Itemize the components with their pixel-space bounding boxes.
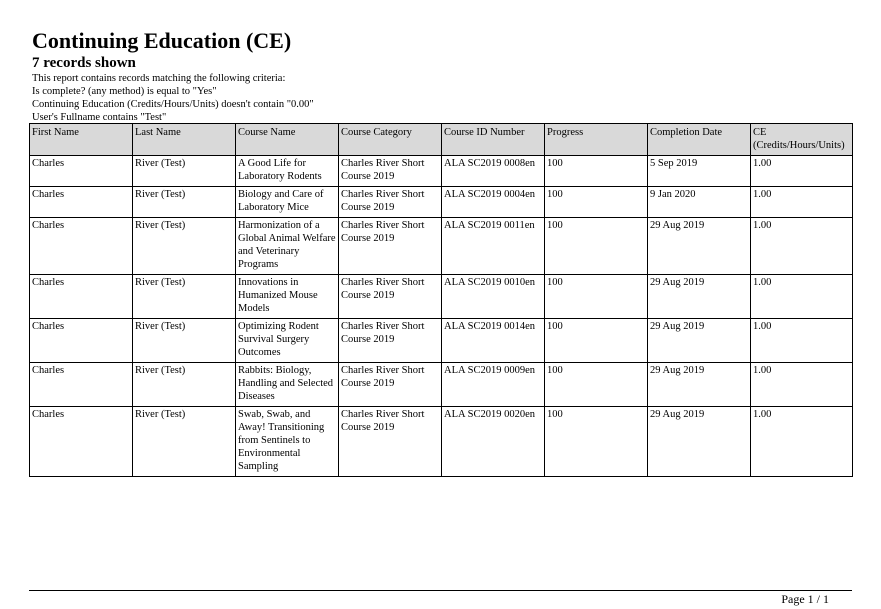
cell-ce: 1.00 <box>751 218 853 275</box>
cell-course-name: Swab, Swab, and Away! Transitioning from Sentinels to Environmental Sampling <box>236 407 339 477</box>
table-row <box>30 187 853 218</box>
cell-course-category: Charles River Short Course 2019 <box>339 218 442 275</box>
cell-course-category: Charles River Short Course 2019 <box>339 407 442 477</box>
column-header-ce[interactable]: CE (Credits/Hours/Units) <box>751 124 853 156</box>
table-row <box>30 319 853 363</box>
report-title: Continuing Education (CE) <box>32 28 292 53</box>
cell-first-name: Charles <box>30 319 133 363</box>
cell-ce: 1.00 <box>751 187 853 218</box>
cell-course-id: ALA SC2019 0010en <box>442 275 545 319</box>
column-header-completion-date[interactable]: Completion Date <box>648 124 751 156</box>
table-row <box>30 156 853 187</box>
cell-first-name: Charles <box>30 407 133 477</box>
cell-completion-date: 9 Jan 2020 <box>648 187 751 218</box>
cell-completion-date: 29 Aug 2019 <box>648 407 751 477</box>
cell-first-name: Charles <box>30 363 133 407</box>
cell-first-name: Charles <box>30 187 133 218</box>
cell-ce: 1.00 <box>751 407 853 477</box>
cell-course-id: ALA SC2019 0014en <box>442 319 545 363</box>
cell-progress: 100 <box>545 218 648 275</box>
cell-course-id: ALA SC2019 0011en <box>442 218 545 275</box>
cell-completion-date: 29 Aug 2019 <box>648 218 751 275</box>
cell-progress: 100 <box>545 275 648 319</box>
cell-course-category: Charles River Short Course 2019 <box>339 187 442 218</box>
cell-completion-date: 29 Aug 2019 <box>648 319 751 363</box>
criteria-intro: This report contains records matching the following criteria: <box>32 73 286 84</box>
cell-last-name: River (Test) <box>133 407 236 477</box>
cell-last-name: River (Test) <box>133 319 236 363</box>
cell-last-name: River (Test) <box>133 187 236 218</box>
cell-progress: 100 <box>545 319 648 363</box>
cell-course-id: ALA SC2019 0004en <box>442 187 545 218</box>
cell-first-name: Charles <box>30 275 133 319</box>
cell-completion-date: 29 Aug 2019 <box>648 363 751 407</box>
cell-progress: 100 <box>545 156 648 187</box>
table-row <box>30 407 853 477</box>
cell-ce: 1.00 <box>751 363 853 407</box>
criteria-block <box>32 72 314 124</box>
cell-course-name: Optimizing Rodent Survival Surgery Outcomes <box>236 319 339 363</box>
criteria-line: Is complete? (any method) is equal to "Yes" <box>32 86 217 97</box>
cell-course-category: Charles River Short Course 2019 <box>339 319 442 363</box>
table-row <box>30 363 853 407</box>
cell-course-name: Biology and Care of Laboratory Mice <box>236 187 339 218</box>
cell-first-name: Charles <box>30 156 133 187</box>
cell-ce: 1.00 <box>751 275 853 319</box>
cell-course-name: Innovations in Humanized Mouse Models <box>236 275 339 319</box>
cell-course-category: Charles River Short Course 2019 <box>339 156 442 187</box>
cell-course-name: Rabbits: Biology, Handling and Selected Diseases <box>236 363 339 407</box>
criteria-line: Continuing Education (Credits/Hours/Units) doesn't contain "0.00" <box>32 99 314 110</box>
cell-completion-date: 29 Aug 2019 <box>648 275 751 319</box>
cell-progress: 100 <box>545 187 648 218</box>
report-table <box>29 123 853 477</box>
cell-course-category: Charles River Short Course 2019 <box>339 363 442 407</box>
cell-progress: 100 <box>545 407 648 477</box>
cell-last-name: River (Test) <box>133 156 236 187</box>
cell-completion-date: 5 Sep 2019 <box>648 156 751 187</box>
column-header-progress[interactable]: Progress <box>545 124 648 156</box>
cell-course-name: A Good Life for Laboratory Rodents <box>236 156 339 187</box>
cell-course-id: ALA SC2019 0020en <box>442 407 545 477</box>
cell-last-name: River (Test) <box>133 275 236 319</box>
column-header-first-name[interactable]: First Name <box>30 124 133 156</box>
cell-course-name: Harmonization of a Global Animal Welfare and Veterinary Programs <box>236 218 339 275</box>
cell-ce: 1.00 <box>751 156 853 187</box>
cell-course-id: ALA SC2019 0009en <box>442 363 545 407</box>
cell-course-id: ALA SC2019 0008en <box>442 156 545 187</box>
cell-ce: 1.00 <box>751 319 853 363</box>
column-header-last-name[interactable]: Last Name <box>133 124 236 156</box>
column-header-course-category[interactable]: Course Category <box>339 124 442 156</box>
cell-first-name: Charles <box>30 218 133 275</box>
cell-last-name: River (Test) <box>133 363 236 407</box>
cell-last-name: River (Test) <box>133 218 236 275</box>
column-header-course-name[interactable]: Course Name <box>236 124 339 156</box>
criteria-line: User's Fullname contains "Test" <box>32 112 167 123</box>
column-header-course-id[interactable]: Course ID Number <box>442 124 545 156</box>
cell-course-category: Charles River Short Course 2019 <box>339 275 442 319</box>
table-row <box>30 218 853 275</box>
page-number: Page 1 / 1 <box>781 592 829 606</box>
cell-progress: 100 <box>545 363 648 407</box>
records-count: 7 records shown <box>32 55 136 71</box>
footer-divider <box>29 590 852 591</box>
table-row <box>30 275 853 319</box>
table-header-row <box>30 124 853 156</box>
